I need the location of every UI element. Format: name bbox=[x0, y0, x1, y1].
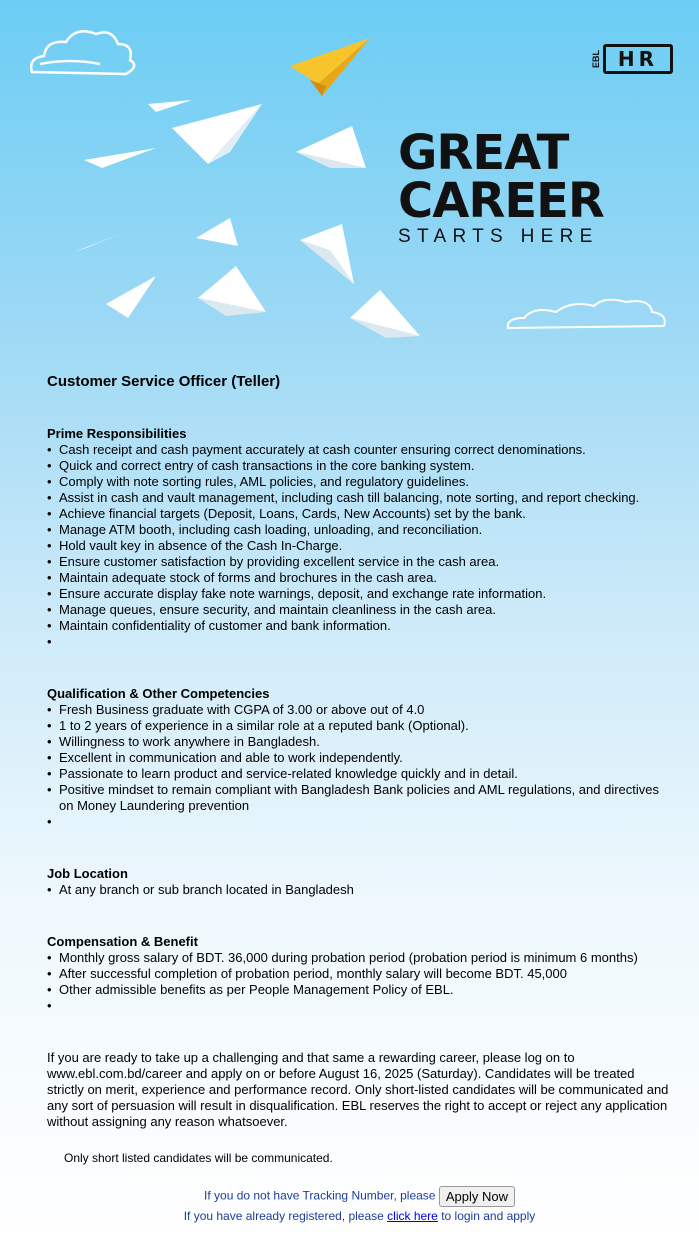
list-item: • Maintain adequate stock of forms and brochures in the cash area. bbox=[47, 570, 672, 586]
headline-career: CAREER bbox=[398, 173, 604, 229]
apply-prompt bbox=[47, 1186, 672, 1207]
registered-prefix: If you have already registered, please bbox=[183, 1209, 384, 1223]
login-prompt bbox=[47, 1208, 672, 1224]
cloud-icon bbox=[31, 31, 134, 74]
list-item-empty bbox=[47, 814, 672, 830]
list-item: • At any branch or sub branch located in Bangladesh bbox=[47, 882, 672, 898]
list-item: • Excellent in communication and able to work independently. bbox=[47, 750, 672, 766]
registered-suffix: to login and apply bbox=[441, 1209, 536, 1223]
section-title: Qualification & Other Competencies bbox=[47, 686, 270, 701]
section-compensation bbox=[47, 934, 672, 1014]
tagline: STARTS HERE bbox=[398, 226, 599, 247]
logo-prefix: EBL bbox=[591, 50, 601, 68]
list-item: • Cash receipt and cash payment accurately at cash counter ensuring correct denominations. bbox=[47, 442, 672, 458]
ebl-hr-logo bbox=[591, 44, 673, 74]
list-item: • Comply with note sorting rules, AML policies, and regulatory guidelines. bbox=[47, 474, 672, 490]
logo-mark: HR bbox=[603, 44, 673, 74]
list-item-empty bbox=[47, 998, 672, 1014]
cloud-icon bbox=[508, 300, 665, 328]
section-title: Prime Responsibilities bbox=[47, 426, 187, 441]
click-here-link[interactable]: click here bbox=[387, 1209, 438, 1223]
section-prime-responsibilities bbox=[47, 426, 672, 650]
list-item-empty bbox=[47, 634, 672, 650]
list-item: • Willingness to work anywhere in Bangladesh. bbox=[47, 734, 672, 750]
list-item: • Maintain confidentiality of customer and bank information. bbox=[47, 618, 672, 634]
job-title: Customer Service Officer (Teller) bbox=[47, 373, 281, 390]
no-tracking-text: If you do not have Tracking Number, please bbox=[204, 1188, 436, 1203]
list-item: • Hold vault key in absence of the Cash In-Charge. bbox=[47, 538, 672, 554]
list-item: • Ensure accurate display fake note warnings, deposit, and exchange rate information. bbox=[47, 586, 672, 602]
list-item: • Fresh Business graduate with CGPA of 3.00 or above out of 4.0 bbox=[47, 702, 672, 718]
job-description bbox=[47, 372, 672, 1223]
list-item: • Manage ATM booth, including cash loading, unloading, and reconciliation. bbox=[47, 522, 672, 538]
list-item: • Quick and correct entry of cash transactions in the core banking system. bbox=[47, 458, 672, 474]
hero-banner bbox=[0, 0, 699, 345]
list-item: • Ensure customer satisfaction by providing excellent service in the cash area. bbox=[47, 554, 672, 570]
list-item: • Positive mindset to remain compliant with Bangladesh Bank policies and AML regulations, and directives on Money Laundering prevention bbox=[47, 782, 672, 814]
apply-now-button[interactable]: Apply Now bbox=[439, 1186, 515, 1207]
list-item: • Other admissible benefits as per People Management Policy of EBL. bbox=[47, 982, 672, 998]
list-item: • 1 to 2 years of experience in a similar role at a reputed bank (Optional). bbox=[47, 718, 672, 734]
section-title: Compensation & Benefit bbox=[47, 934, 198, 949]
list-item: • Monthly gross salary of BDT. 36,000 during probation period (probation period is minimum 6 months) bbox=[47, 950, 672, 966]
paper-plane-icon bbox=[74, 100, 420, 338]
list-item: • Achieve financial targets (Deposit, Loans, Cards, New Accounts) set by the bank. bbox=[47, 506, 672, 522]
section-qualification bbox=[47, 686, 672, 830]
list-item: • Manage queues, ensure security, and maintain cleanliness in the cash area. bbox=[47, 602, 672, 618]
list-item: • After successful completion of probation period, monthly salary will become BDT. 45,000 bbox=[47, 966, 672, 982]
section-title: Job Location bbox=[47, 866, 128, 881]
list-item: • Assist in cash and vault management, including cash till balancing, note sorting, and report checking. bbox=[47, 490, 672, 506]
list-item: • Passionate to learn product and service-related knowledge quickly and in detail. bbox=[47, 766, 672, 782]
headline-great: GREAT bbox=[398, 125, 569, 181]
short-list-note: Only short listed candidates will be communicated. bbox=[64, 1151, 333, 1165]
section-job-location bbox=[47, 866, 672, 898]
paper-plane-icon bbox=[290, 38, 370, 96]
closing-paragraph: If you are ready to take up a challenging and that same a rewarding career, please log on to www.ebl.com.bd/career and apply on or before August 16, 2025 (Saturday). Candidates will be treated strictly on merit, experience and performance record. Only short-listed candidates will be communicated and any sort of persuasion will result in disqualification. EBL reserves the right to accept or reject any application without assigning any reason whatsoever. bbox=[47, 1050, 669, 1129]
